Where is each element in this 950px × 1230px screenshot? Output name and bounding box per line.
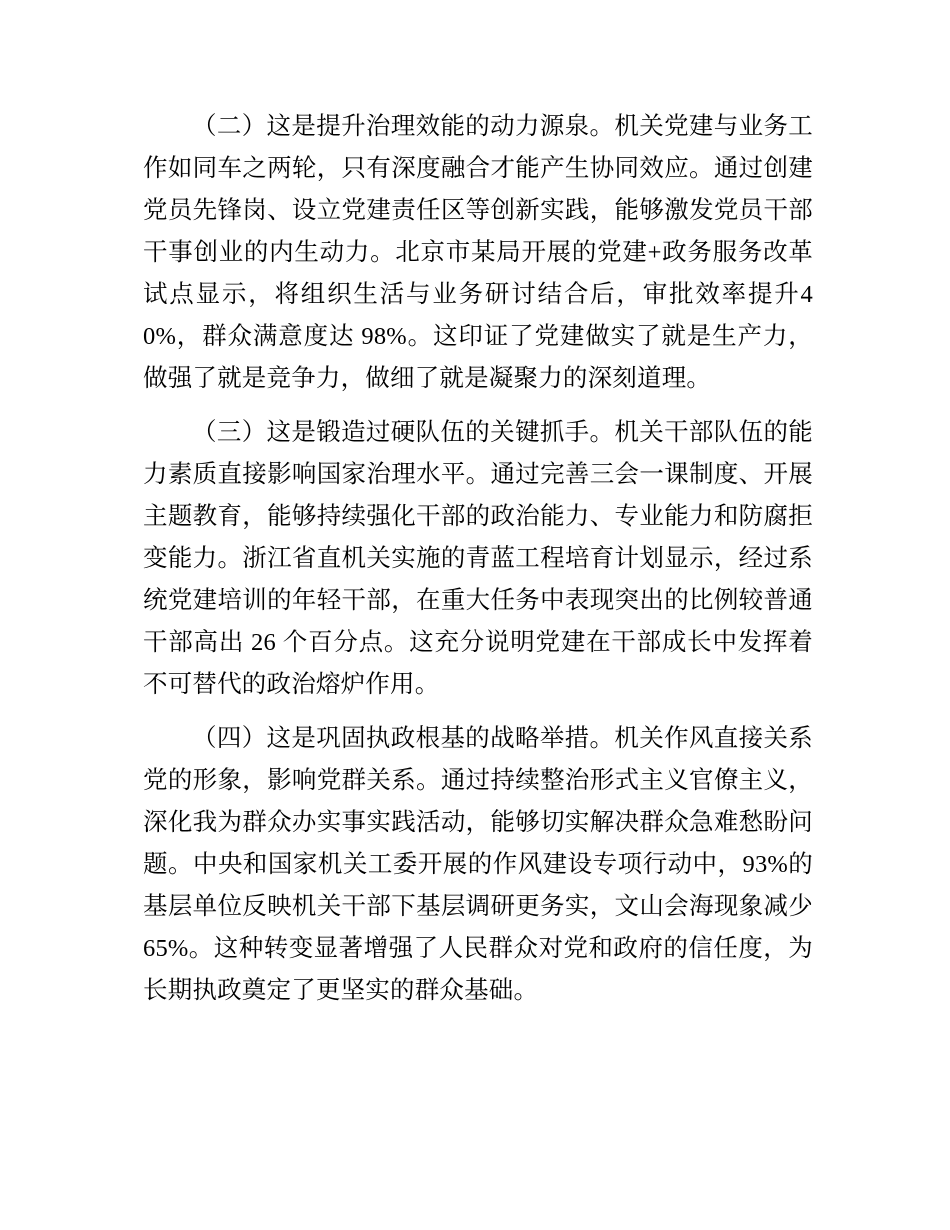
paragraph-ruling-foundation: （四）这是巩固执政根基的战略举措。机关作风直接关系党的形象，影响党群关系。通过持续整治形式主义官僚主义，深化我为群众办实事实践活动，能够切实解决群众急难愁盼问题。中央和国家机关工委开展的作风建设专项行动中，93%的基层单位反映机关干部下基层调研更务实，文山会海现象减少65%。这种转变显著增强了人民群众对党和政府的信任度，为长期执政奠定了更坚实的群众基础。 bbox=[143, 725, 813, 1004]
paragraph-cadre-team: （三）这是锻造过硬队伍的关键抓手。机关干部队伍的能力素质直接影响国家治理水平。通过完善三会一课制度、开展主题教育，能够持续强化干部的政治能力、专业能力和防腐拒变能力。浙江省直机关实施的青蓝工程培育计划显示，经过系统党建培训的年轻干部，在重大任务中表现突出的比例较普通干部高出 26 个百分点。这充分说明党建在干部成长中发挥着不可替代的政治熔炉作用。 bbox=[143, 419, 813, 698]
paragraph-governance-efficiency: （二）这是提升治理效能的动力源泉。机关党建与业务工作如同车之两轮，只有深度融合才能产生协同效应。通过创建党员先锋岗、设立党建责任区等创新实践，能够激发党员干部干事创业的内生动力。北京市某局开展的党建+政务服务改革试点显示，将组织生活与业务研讨结合后，审批效率提升40%，群众满意度达 98%。这印证了党建做实了就是生产力，做强了就是竞争力，做细了就是凝聚力的深刻道理。 bbox=[143, 113, 813, 392]
